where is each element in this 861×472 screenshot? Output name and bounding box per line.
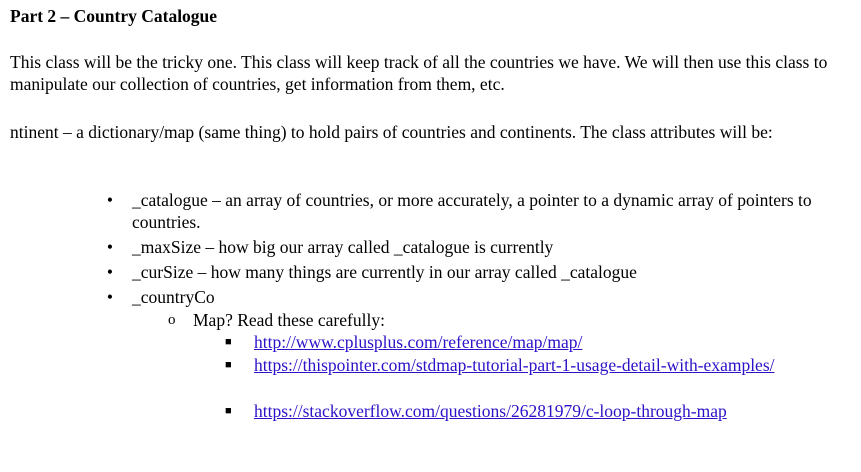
list-item-text: _countryCo [132,287,215,307]
square-bullet-icon: ■ [225,359,232,371]
list-item-text: _catalogue – an array of countries, or more accurately, a pointer to a dynamic array of pointers to countries. [132,190,812,232]
link-cplusplus-map[interactable]: http://www.cplusplus.com/reference/map/map/ [254,332,583,352]
bullet-icon: • [106,237,114,257]
list-item-text: _maxSize – how big our array called _catalogue is currently [132,237,554,257]
paragraph-attributes: ntinent – a dictionary/map (same thing) to hold pairs of countries and continents. The class attributes will be: [10,122,773,142]
section-heading: Part 2 – Country Catalogue [10,6,218,26]
link-thispointer-stdmap[interactable]: https://thispointer.com/stdmap-tutorial-part-1-usage-detail-with-examples/ [254,355,775,375]
bullet-icon: • [106,190,114,210]
paragraph-intro: This class will be the tricky one. This class will keep track of all the countries we have. We will then use this class to manipulate our collection of countries, get information from them, etc. [10,52,828,94]
bullet-icon: • [106,287,114,307]
square-bullet-icon: ■ [225,405,232,417]
list-item [10,189,850,233]
sub-list-item [10,309,850,331]
link-item [10,354,850,398]
link-stackoverflow-loop-map[interactable]: https://stackoverflow.com/questions/26281979/c-loop-through-map [254,401,727,421]
list-item-text: _curSize – how many things are currently in our array called _catalogue [132,262,637,282]
sub-list-item-text: Map? Read these carefully: [193,310,385,330]
link-item [10,331,850,353]
square-bullet-icon: ■ [225,336,232,348]
list-item [10,261,850,283]
list-item [10,286,850,308]
bullet-icon: • [106,262,114,282]
list-item [10,236,850,258]
circle-bullet-icon: o [168,312,176,328]
link-item [10,400,850,422]
